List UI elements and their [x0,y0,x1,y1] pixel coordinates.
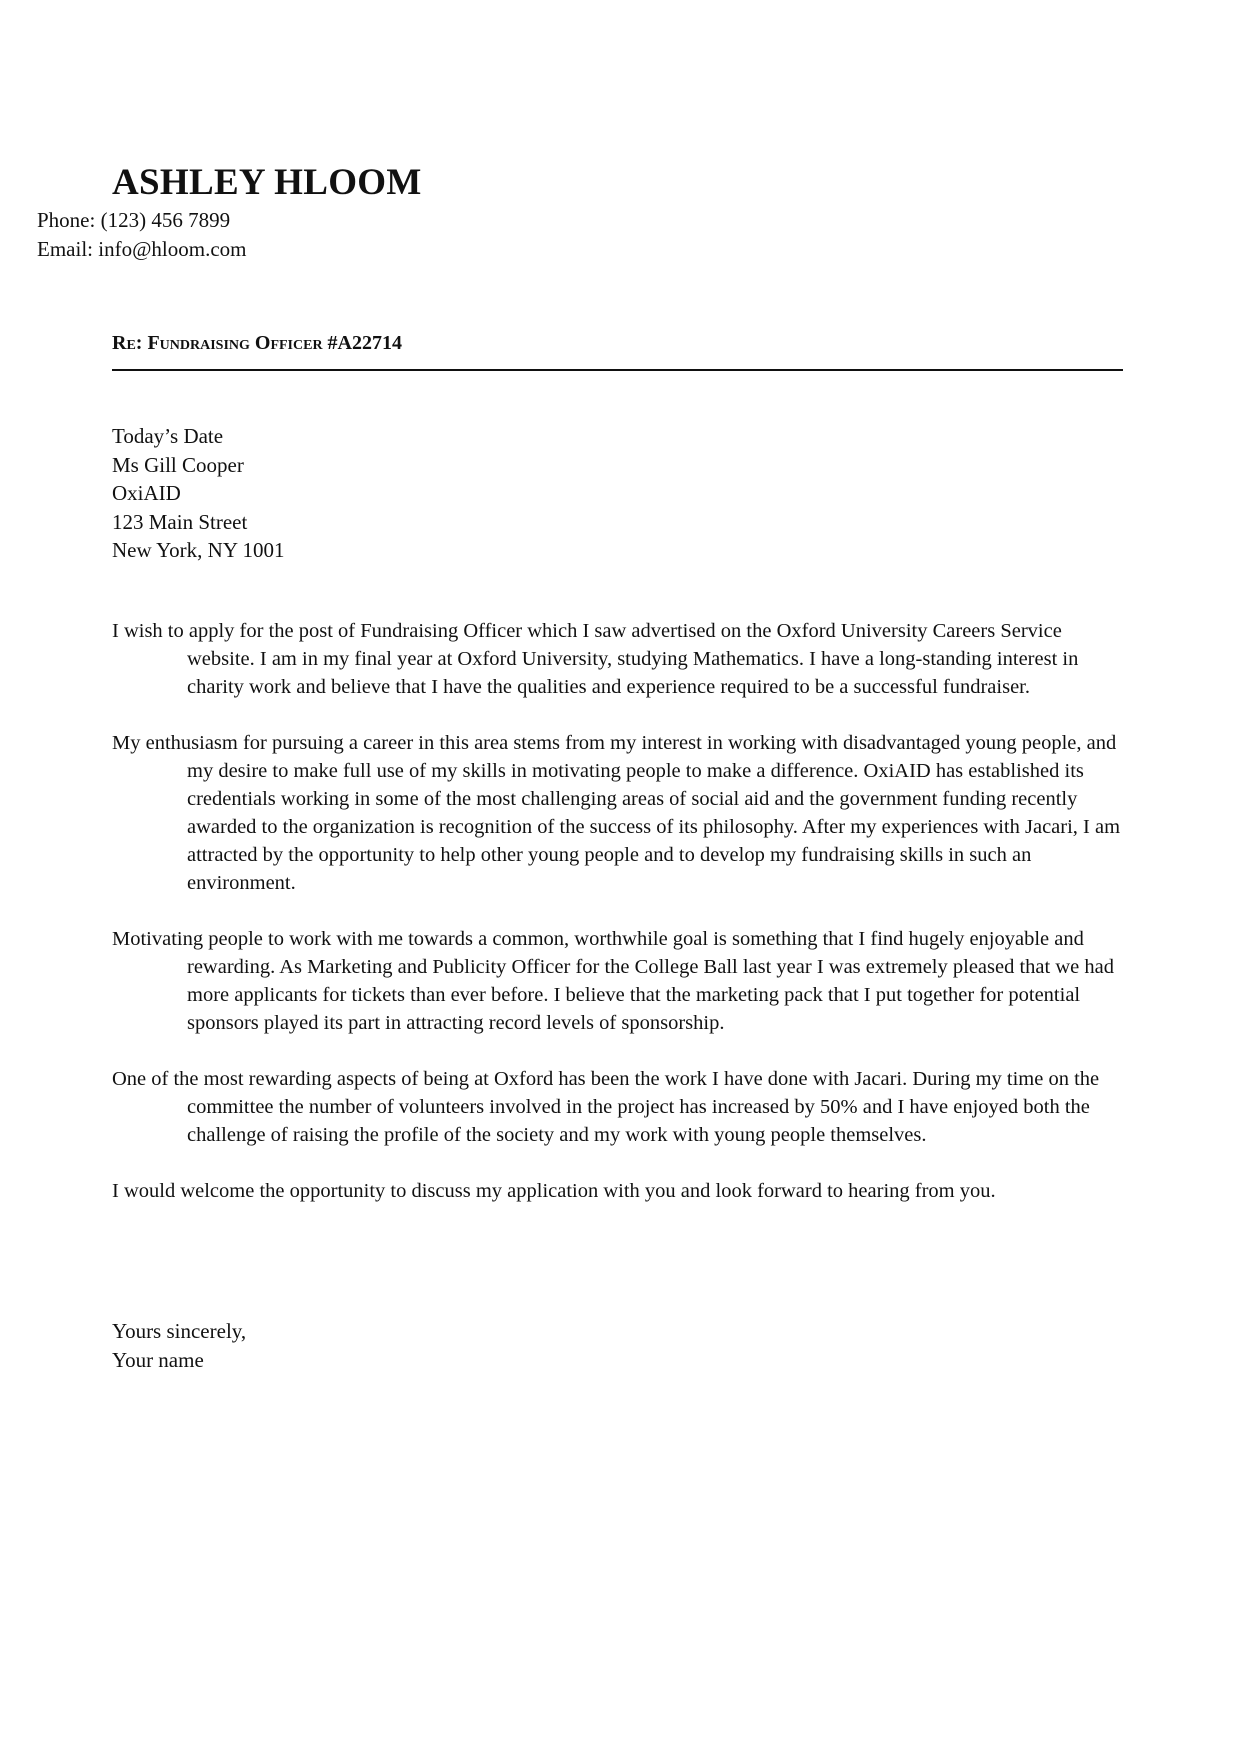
subject-line: Re: Fundraising Officer #A22714 [112,332,403,354]
recipient-organization: OxiAID [112,481,181,505]
body-paragraph: I wish to apply for the post of Fundraising Officer which I saw advertised on the Oxford University Careers Service website. I am in my final year at Oxford University, studying Mathematics. I have a long-standing interest in charity work and believe that I have the qualities and experience required to be a successful fundraiser. [112,620,1079,698]
letter-date: Today’s Date [112,424,224,448]
recipient-name: Ms Gill Cooper [112,452,244,477]
sender-phone: Phone: (123) 456 7899 [37,208,231,232]
body-paragraph: One of the most rewarding aspects of being at Oxford has been the work I have done with Jacari. During my time on the committee the number of volunteers involved in the project has increased by 50% and I have enjoyed both the challenge of raising the profile of the society and my work with young people themselves. [112,1068,1100,1146]
body-paragraph: Motivating people to work with me towards a common, worthwhile goal is something that I find hugely enjoyable and rewarding. As Marketing and Publicity Officer for the College Ball last year I was extremely pleased that we had more applicants for tickets than ever before. I believe that the marketing pack that I put together for potential sponsors played its part in attracting record levels of sponsorship. [112,928,1114,1034]
body-paragraph: My enthusiasm for pursuing a career in this area stems from my interest in working with disadvantaged young people, and my desire to make full use of my skills in motivating people to make a difference. OxiAID has established its credentials working in some of the most challenging areas of social aid and the government funding recently awarded to the organization is recognition of the success of its philosophy. After my experiences with Jacari, I am attracted by the opportunity to help other young people and to develop my fundraising skills in such an environment. [112,732,1121,894]
recipient-street: 123 Main Street [112,509,248,534]
body-paragraph: I would welcome the opportunity to discuss my application with you and look forward to hearing from you. [112,1180,996,1202]
subject-divider [112,369,1123,371]
closing-salutation: Yours sincerely, [112,1319,247,1343]
sender-email: Email: info@hloom.com [37,237,247,261]
sender-name: ASHLEY HLOOM [112,162,422,203]
recipient-block [112,422,284,565]
sender-contact [37,206,246,264]
recipient-city: New York, NY 1001 [112,538,285,562]
letter-body [112,617,1132,1233]
signature-name: Your name [112,1348,204,1372]
closing-block [112,1317,246,1375]
